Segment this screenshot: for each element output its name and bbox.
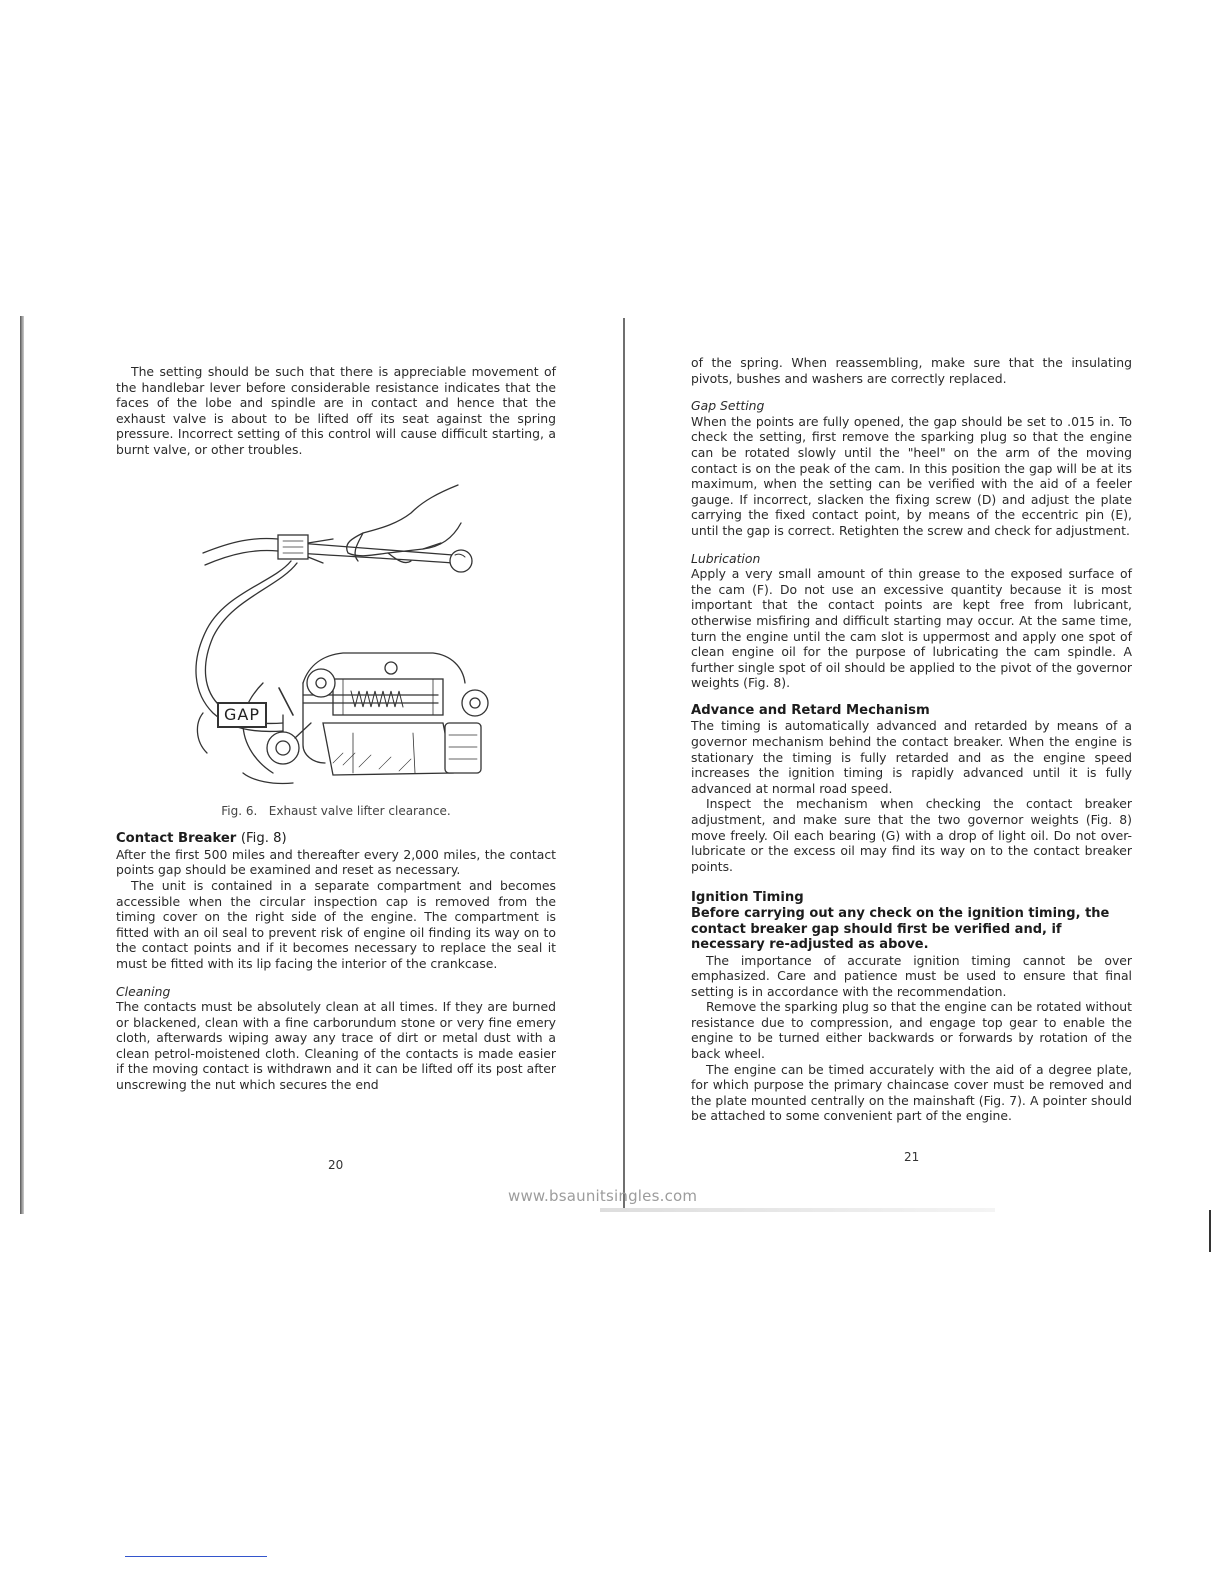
contact-breaker-title: Contact Breaker [116, 831, 237, 847]
page-number-left: 20 [328, 1158, 344, 1172]
gap-setting-heading: Gap Setting [691, 398, 765, 414]
cleaning-paragraph: The contacts must be absolutely clean at all times. If they are burned or blackened, clean with a fine carborundum stone or very fine emery cloth, afterwards wiping away any trace of dirt or metal dust with a clean petrol-moistened cloth. Cleaning of the contacts is made easier if the moving contact is withdrawn and it can be lifted off its post after unscrewing the nut which secures the end [116, 999, 556, 1093]
ignition-timing-paragraph-3: The engine can be timed accurately with the aid of a degree plate, for which purpose the primary chaincase cover must be removed and the plate mounted centrally on the mainshaft (Fig. 7). A pointer should be attached to some convenient part of the engine. [691, 1061, 1132, 1124]
caption-number: Fig. 6. [221, 803, 258, 818]
scan-edge-right [1209, 1210, 1211, 1252]
lubrication-heading: Lubrication [691, 550, 761, 566]
exhaust-valve-lifter-illustration [183, 483, 493, 788]
caption-text: Exhaust valve lifter clearance. [268, 803, 451, 818]
intro-paragraph: The setting should be such that there is appreciable movement of the handlebar lever before considerable resistance indicates that the faces of the lobe and spindle are in contact and hence that the exhaust valve is about to be lifted off its seat against the spring pressure. Incorrect setting of this control will cause difficult starting, a burnt valve, or other troubles. [116, 364, 556, 457]
right-page [691, 355, 1132, 1124]
book-spine [623, 318, 625, 1208]
contact-breaker-heading [116, 831, 556, 847]
advance-retard-heading: Advance and Retard Mechanism [691, 702, 930, 718]
figure-caption [116, 804, 556, 820]
spring-continuation: of the spring. When reassembling, make sure that the insulating pivots, bushes and washers are correctly replaced. [691, 355, 1132, 386]
left-page [116, 364, 556, 1093]
contact-breaker-fig-ref: (Fig. 8) [240, 831, 287, 847]
lubrication-paragraph: Apply a very small amount of thin grease to the exposed surface of the cam (F). Do not use an excessive quantity because it is most important that the contact points are kept free from lubricant, otherwise misfiring and difficult starting may occur. At the same time, turn the engine until the cam slot is uppermost and apply one spot of clean engine oil for the purpose of lubricating the cam spindle. A further single spot of oil should be applied to the pivot of the governor weights (Fig. 8). [691, 566, 1132, 691]
page-number-right: 21 [904, 1150, 920, 1164]
contact-breaker-paragraph-1: After the first 500 miles and thereafter every 2,000 miles, the contact points gap should be examined and reset as necessary. [116, 846, 556, 878]
page-bottom-shadow [600, 1208, 995, 1212]
ignition-timing-heading: Ignition Timing [691, 890, 804, 906]
figure-exhaust-valve-lifter [183, 483, 493, 788]
gap-setting-paragraph: When the points are fully opened, the gap should be set to .015 in. To check the setting, first remove the sparking plug so that the engine can be rotated slowly until the "heel" on the arm of the moving contact is on the peak of the cam. In this position the gap will be at its maximum, when the setting can be verified with the aid of a feeler gauge. If incorrect, slacken the fixing screw (D) and adjust the plate carrying the fixed contact point, by means of the eccentric pin (E), until the gap is correct. Retighten the screw and check for adjustment. [691, 413, 1132, 538]
cleaning-heading: Cleaning [116, 983, 171, 999]
scan-edge-left [20, 316, 24, 1214]
ignition-timing-paragraph-2: Remove the sparking plug so that the engine can be rotated without resistance due to compression, and engage top gear to enable the engine to be turned either backwards or forwards by rotation of the back wheel. [691, 999, 1132, 1062]
gap-label: GAP [217, 702, 267, 728]
ignition-timing-bold-note: Before carrying out any check on the ignition timing, the contact breaker gap should first be verified and, if necessary re-adjusted as above. [691, 906, 1110, 952]
watermark-url: www.bsaunitsingles.com [508, 1187, 698, 1205]
footer-rule [125, 1556, 267, 1557]
advance-retard-paragraph-2: Inspect the mechanism when checking the contact breaker adjustment, and make sure that the two governor weights (Fig. 8) move freely. Oil each bearing (G) with a drop of light oil. Do not over-lubricate or the excess oil may find its way on to the contact breaker points. [691, 796, 1132, 874]
advance-retard-paragraph-1: The timing is automatically advanced and retarded by means of a governor mechanism behind the contact breaker. When the engine is stationary the timing is fully retarded and as the engine speed increases the ignition timing is rapidly advanced until it is fully advanced at normal road speed. [691, 718, 1132, 796]
ignition-timing-paragraph-1: The importance of accurate ignition timing cannot be over emphasized. Care and patience must be used to ensure that final setting is in accordance with the recommendation. [691, 952, 1132, 999]
contact-breaker-paragraph-2: The unit is contained in a separate compartment and becomes accessible when the circular inspection cap is removed from the timing cover on the right side of the engine. The compartment is fitted with an oil seal to prevent risk of engine oil finding its way on to the contact points and if it becomes necessary to replace the seal it must be fitted with its lip facing the interior of the crankcase. [116, 877, 556, 971]
